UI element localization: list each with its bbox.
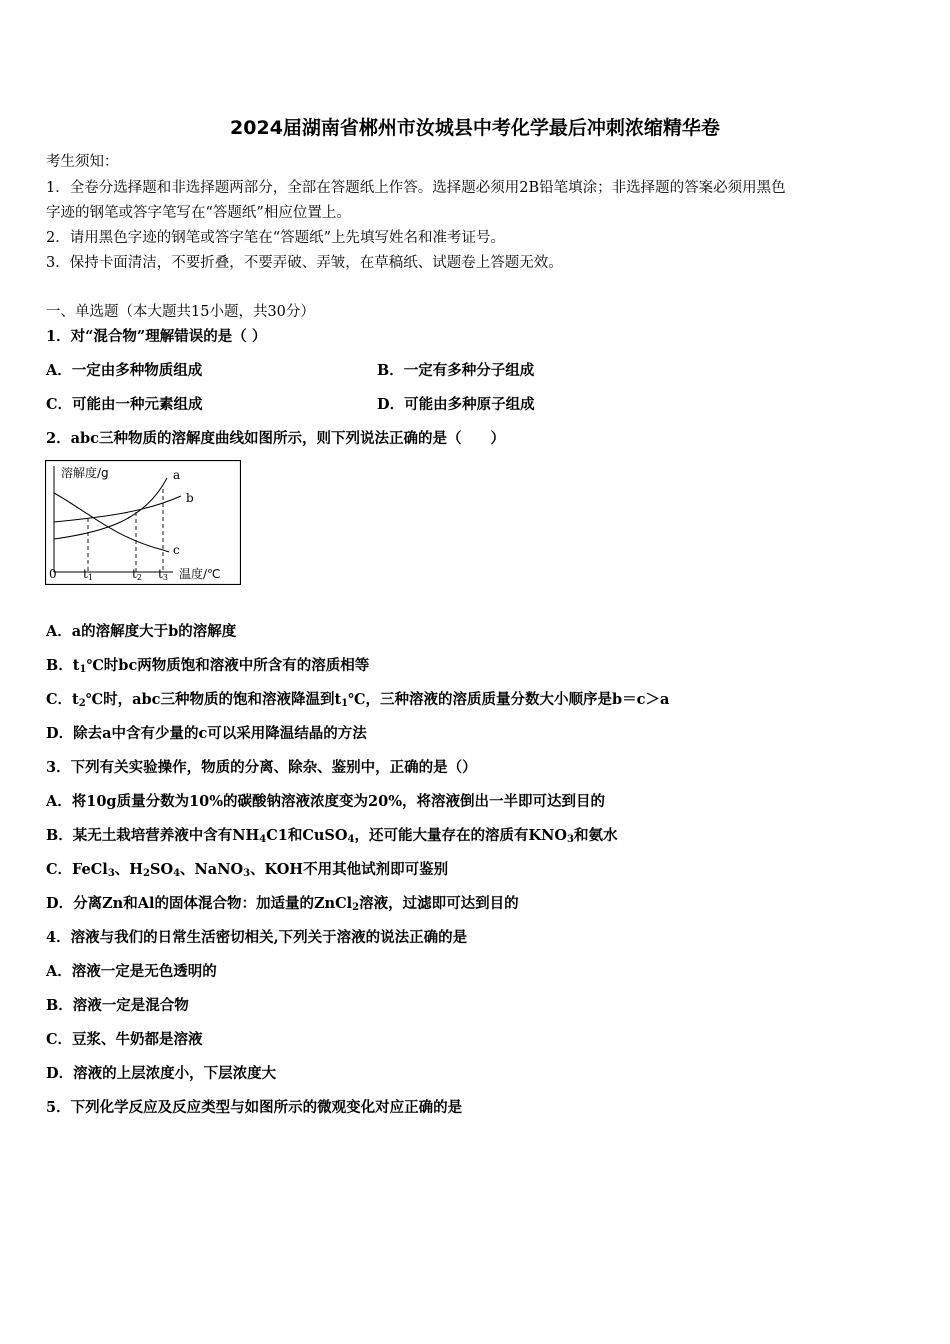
x-axis-label: 温度∕℃: [179, 567, 221, 581]
question-4-option-d: D．溶液的上层浓度小，下层浓度大: [46, 1065, 277, 1082]
page-title: 2024届湖南省郴州市汝城县中考化学最后冲刺浓缩精华卷: [230, 117, 720, 139]
notice-item-1-line-2: 字迹的钢笔或答字笔写在“答题纸”相应位置上。: [46, 205, 351, 221]
question-3-option-c: C．FeCl$_3$、$H_2SO_4$、NaNO$_3$、KOH不用其他试剂即可鉴别: [46, 861, 449, 879]
question-3-option-a: A．将10g质量分数为10%的碳酸钠溶液浓度变为20%，将溶液倒出一半即可达到目的: [46, 793, 605, 810]
question-3-option-b: B．某无土栽培营养液中含有$NH_4C1$和CuSO$_4$，还可能大量存在的溶质有$KNO_3$和氨水: [46, 827, 618, 845]
tick-t1: t1: [83, 567, 93, 582]
section-heading: 一、单选题（本大题共15小题，共30分）: [46, 304, 315, 320]
notice-item-1-line-1: 1．全卷分选择题和非选择题两部分，全部在答题纸上作答。选择题必须用2B铅笔填涂；非选择题的答案必须用黑色: [46, 180, 786, 196]
notice-item-2: 2．请用黑色字迹的钢笔或答字笔在“答题纸”上先填写姓名和准考证号。: [46, 230, 506, 246]
question-1-stem: 1．对“混合物”理解错误的是（ ）: [46, 328, 267, 345]
question-1-option-a: A．一定由多种物质组成: [46, 362, 203, 379]
question-2-stem: 2．abc三种物质的溶解度曲线如图所示，则下列说法正确的是（ ）: [46, 430, 505, 447]
question-3-stem: 3．下列有关实验操作，物质的分离、除杂、鉴别中，正确的是（）: [46, 759, 477, 776]
question-1-option-c: C．可能由一种元素组成: [46, 396, 203, 413]
curve-c-label: c: [173, 543, 180, 557]
question-4-option-a: A．溶液一定是无色透明的: [46, 963, 217, 980]
notice-heading: 考生须知：: [46, 154, 119, 170]
origin-label: 0: [49, 567, 57, 581]
y-axis-label: 溶解度∕g: [61, 466, 109, 480]
curve-b-label: b: [186, 491, 194, 505]
question-1-option-d: D．可能由多种原子组成: [377, 396, 535, 413]
solubility-curve-graph: [45, 460, 241, 585]
question-4-option-c: C．豆浆、牛奶都是溶液: [46, 1031, 203, 1048]
question-2-option-d: D．除去a中含有少量的c可以采用降温结晶的方法: [46, 725, 367, 742]
question-3-option-d: D．分离Zn和Al的固体混合物：加适量的ZnCl$_2$溶液，过滤即可达到目的: [46, 895, 519, 913]
tick-t3: t3: [158, 567, 168, 582]
curve-a-label: a: [173, 468, 181, 482]
question-5-stem: 5．下列化学反应及反应类型与如图所示的微观变化对应正确的是: [46, 1099, 463, 1116]
question-4-option-b: B．溶液一定是混合物: [46, 997, 189, 1014]
question-1-option-b: B．一定有多种分子组成: [377, 362, 535, 379]
tick-t2: t2: [132, 567, 142, 582]
question-2-option-c: C．$t_2℃$时，abc三种物质的饱和溶液降温到$t_1℃$，三种溶液的溶质质量分数大小顺序是b＝c＞a: [46, 691, 670, 709]
question-2-option-b: B．$t_1℃$时bc两物质饱和溶液中所含有的溶质相等: [46, 657, 370, 675]
question-4-stem: 4．溶液与我们的日常生活密切相关,下列关于溶液的说法正确的是: [46, 929, 468, 946]
question-2-option-a: A．a的溶解度大于b的溶解度: [46, 623, 237, 640]
notice-item-3: 3．保持卡面清洁，不要折叠，不要弄破、弄皱，在草稿纸、试题卷上答题无效。: [46, 255, 563, 271]
